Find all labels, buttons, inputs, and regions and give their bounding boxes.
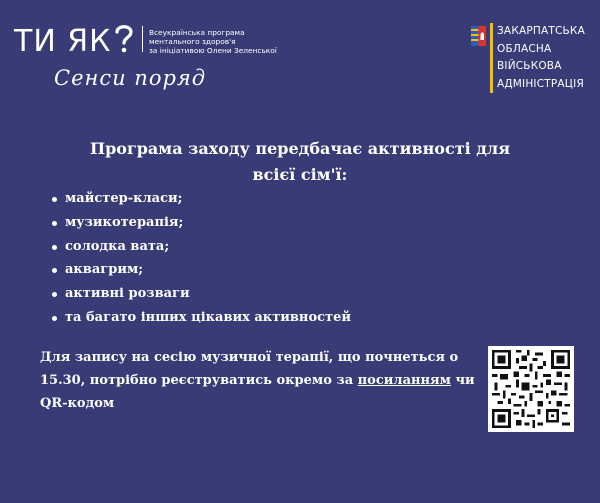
organization-name-line: АДМІНІСТРАЦІЯ bbox=[497, 77, 584, 90]
registration-text-before-link: 15.30, потрібно реєструватись окремо за bbox=[40, 373, 354, 388]
heading-line: Програма заходу передбачає активності для bbox=[89, 139, 511, 158]
question-mark-icon bbox=[112, 22, 136, 56]
program-logo bbox=[14, 22, 277, 102]
logo-divider bbox=[142, 26, 143, 52]
registration-line: Для запису на сесію музичної терапії, що почнеться о bbox=[40, 350, 459, 365]
organization-name bbox=[497, 23, 585, 93]
program-wordmark: ТИ ЯК bbox=[14, 24, 112, 59]
program-tagline: Сенси поряд bbox=[54, 66, 207, 90]
organization-name-line: ВІЙСЬКОВА bbox=[497, 60, 562, 72]
registration-text bbox=[40, 346, 480, 415]
activity-item: солодка вата; bbox=[52, 235, 351, 259]
activity-item: аквагрим; bbox=[52, 258, 351, 282]
coat-of-arms-icon bbox=[471, 26, 486, 46]
organization-accent-bar bbox=[490, 23, 493, 93]
program-heading bbox=[40, 136, 560, 188]
program-description bbox=[149, 28, 279, 55]
registration-link[interactable]: посиланням bbox=[357, 373, 451, 388]
qr-code-icon bbox=[492, 350, 570, 428]
activities-list bbox=[52, 187, 351, 330]
activity-item: активні розваги bbox=[52, 282, 351, 306]
program-description-line: ментального здоров'я bbox=[149, 37, 236, 46]
registration-line: QR-кодом bbox=[40, 396, 115, 411]
heading-line: всієї сім'ї: bbox=[252, 165, 348, 184]
activity-item: майстер-класи; bbox=[52, 187, 351, 211]
registration-text-after-link: чи bbox=[455, 373, 475, 388]
program-description-line: за ініціативою Олени Зеленської bbox=[149, 46, 277, 55]
organization-name-line: ЗАКАРПАТСЬКА bbox=[497, 25, 585, 37]
organization-logo bbox=[471, 23, 591, 95]
activity-item: музикотерапія; bbox=[52, 211, 351, 235]
program-description-line: Всеукраїнська програма bbox=[149, 28, 245, 37]
organization-name-line: ОБЛАСНА bbox=[497, 42, 552, 55]
activity-item: та багато інших цікавих активностей bbox=[52, 306, 351, 330]
qr-code[interactable] bbox=[488, 346, 574, 432]
registration-line bbox=[40, 369, 480, 392]
